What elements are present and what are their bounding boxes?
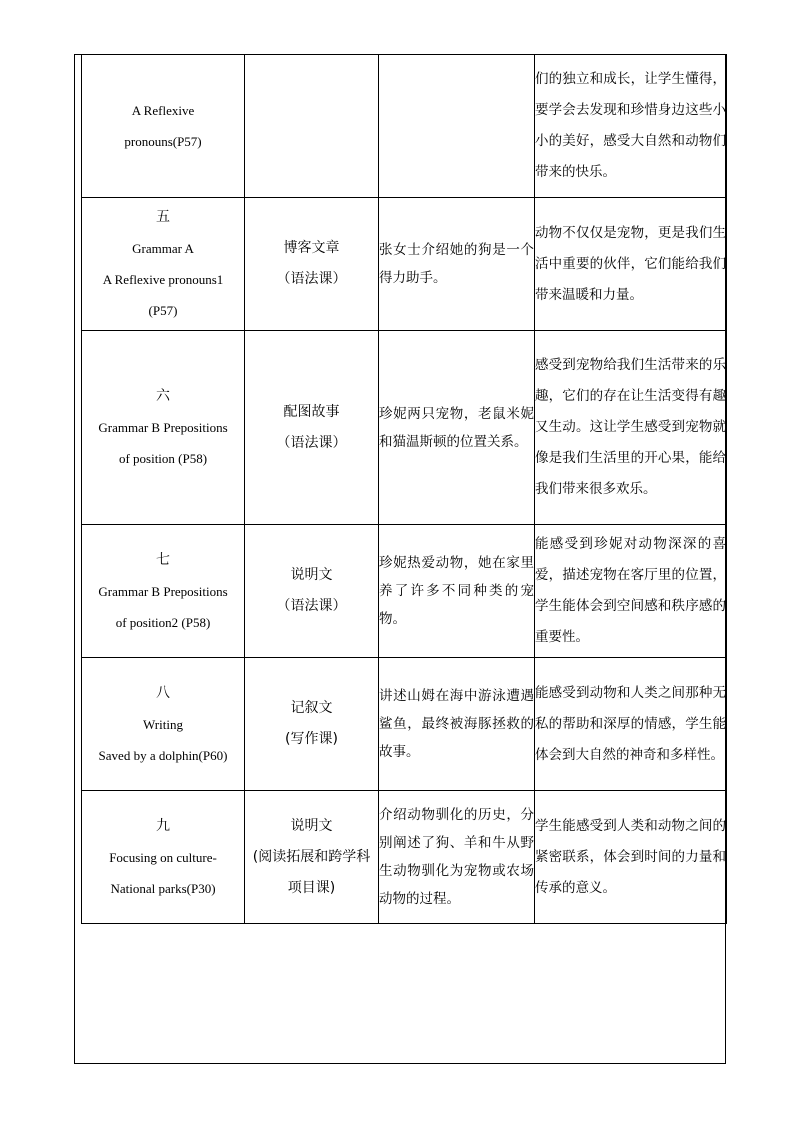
lesson-cell	[82, 331, 245, 525]
lesson-title-line: A Reflexive	[131, 103, 195, 118]
lesson-title-line: (P57)	[148, 303, 178, 318]
lesson-type-line: 记叙文	[290, 700, 333, 716]
lesson-type-line: (阅读拓展和跨学科	[252, 848, 371, 865]
lesson-title-line: National parks(P30)	[110, 880, 216, 896]
lesson-type-line: 说明文	[290, 567, 333, 583]
lesson-number: 七	[156, 551, 170, 568]
lesson-goal-cell: 能感受到珍妮对动物深深的喜爱，描述宠物在客厅里的位置，学生能体会到空间感和秩序感的重要性。	[535, 525, 727, 658]
table-row	[82, 658, 727, 791]
lesson-type-line: (写作课)	[285, 731, 338, 747]
lesson-goal-cell: 学生能感受到人类和动物之间的紧密联系，体会到时间的力量和传承的意义。	[535, 791, 727, 924]
lesson-title-line: of position (P58)	[118, 451, 208, 466]
lesson-content-cell: 讲述山姆在海中游泳遭遇鲨鱼，最终被海豚拯救的故事。	[379, 658, 535, 791]
table-row	[82, 331, 727, 525]
lesson-title-line: Grammar B Prepositions	[98, 583, 228, 599]
lesson-cell	[82, 198, 245, 331]
lesson-type-line: （语法课）	[276, 271, 347, 287]
lesson-cell	[82, 658, 245, 791]
lesson-title-line: Grammar A	[132, 241, 194, 256]
lesson-number: 九	[156, 817, 170, 834]
lesson-number: 八	[156, 684, 170, 701]
lesson-cell	[82, 525, 245, 658]
lesson-content-cell: 介绍动物驯化的历史，分别阐述了狗、羊和牛从野生动物驯化为宠物或农场动物的过程。	[379, 791, 535, 924]
lesson-title-line: A Reflexive pronouns1	[102, 272, 224, 287]
lesson-goal-cell: 们的独立和成长，让学生懂得，要学会去发现和珍惜身边这些小小的美好，感受大自然和动物们带来的快乐。	[535, 55, 727, 198]
lesson-content-cell: 珍妮两只宠物，老鼠米妮和猫温斯顿的位置关系。	[379, 331, 535, 525]
table-row	[82, 198, 727, 331]
lesson-number: 五	[156, 209, 170, 225]
lesson-content-cell: 珍妮热爱动物，她在家里养了许多不同种类的宠物。	[379, 525, 535, 658]
lesson-type-cell	[245, 55, 379, 198]
lesson-type-line: （语法课）	[276, 434, 347, 451]
lesson-title-line: of position2 (P58)	[115, 614, 211, 630]
lesson-goal-cell: 动物不仅仅是宠物，更是我们生活中重要的伙伴，它们能给我们带来温暖和力量。	[535, 198, 727, 331]
lesson-cell	[82, 791, 245, 924]
lesson-content-cell	[379, 55, 535, 198]
lesson-goal-cell: 能感受到动物和人类之间那种无私的帮助和深厚的情感，学生能体会到大自然的神奇和多样性。	[535, 658, 727, 791]
lesson-type-cell	[245, 331, 379, 525]
lesson-type-line: 项目课)	[287, 879, 336, 896]
table-row	[82, 525, 727, 658]
lesson-goal-cell: 感受到宠物给我们生活带来的乐趣，它们的存在让生活变得有趣又生动。这让学生感受到宠物就像是我们生活里的开心果，能给我们带来很多欢乐。	[535, 331, 727, 525]
lesson-cell	[82, 55, 245, 198]
lesson-title-line: pronouns(P57)	[124, 134, 202, 149]
lesson-type-line: （语法课）	[276, 598, 347, 614]
lesson-title-line: Focusing on culture-	[109, 849, 217, 865]
lesson-content-cell: 张女士介绍她的狗是一个得力助手。	[379, 198, 535, 331]
lesson-number: 六	[156, 388, 170, 404]
lesson-title-line: Grammar B Prepositions	[98, 420, 228, 435]
table-row	[82, 55, 727, 198]
table-row	[82, 791, 727, 924]
lesson-title-line: Saved by a dolphin(P60)	[98, 747, 228, 763]
lesson-plan-table	[81, 54, 727, 924]
lesson-title-line: Writing	[143, 716, 183, 732]
lesson-type-cell	[245, 791, 379, 924]
lesson-type-line: 说明文	[290, 817, 333, 834]
lesson-type-line: 配图故事	[283, 403, 340, 420]
lesson-type-cell	[245, 525, 379, 658]
lesson-type-line: 博客文章	[283, 240, 340, 256]
lesson-type-cell	[245, 198, 379, 331]
lesson-type-cell	[245, 658, 379, 791]
